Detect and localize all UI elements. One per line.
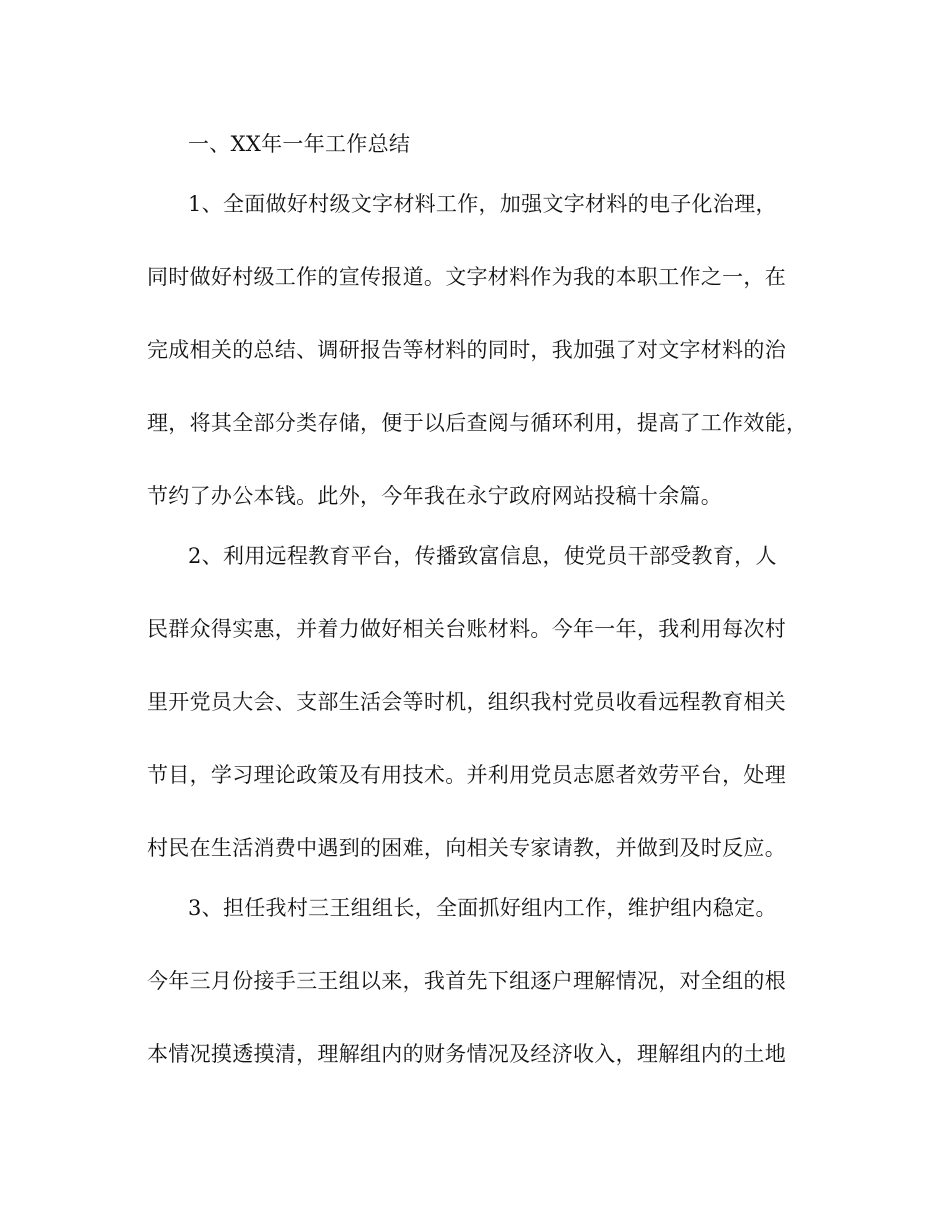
paragraph-2-line: 民群众得实惠，并着力做好相关台账材料。今年一年，我利用每次村 — [147, 617, 786, 641]
paragraph-3-line: 3、担任我村三王组组长，全面抓好组内工作，维护组内稳定。 — [188, 896, 777, 920]
section-heading: 一、XX年一年工作总结 — [188, 132, 411, 156]
paragraph-1-line: 理，将其全部分类存储，便于以后查阅与循环利用，提高了工作效能， — [147, 411, 808, 435]
paragraph-1-line: 完成相关的总结、调研报告等材料的同时，我加强了对文字材料的治 — [147, 338, 786, 362]
paragraph-2-line: 里开党员大会、支部生活会等时机，组织我村党员收看远程教育相关 — [147, 690, 786, 714]
paragraph-1-line: 同时做好村级工作的宣传报道。文字材料作为我的本职工作之一，在 — [147, 265, 786, 289]
paragraph-2-line: 节目，学习理论政策及有用技术。并利用党员志愿者效劳平台，处理 — [147, 763, 786, 787]
paragraph-2-line: 村民在生活消费中遇到的困难，向相关专家请教，并做到及时反应。 — [147, 836, 786, 860]
paragraph-1-line: 1、全面做好村级文字材料工作，加强文字材料的电子化治理， — [188, 192, 777, 216]
paragraph-3-line: 本情况摸透摸清，理解组内的财务情况及经济收入，理解组内的土地 — [147, 1042, 786, 1066]
paragraph-2-line: 2、利用远程教育平台，传播致富信息，使党员干部受教育，人 — [188, 544, 777, 568]
paragraph-1-line: 节约了办公本钱。此外，今年我在永宁政府网站投稿十余篇。 — [147, 484, 723, 508]
paragraph-3-line: 今年三月份接手三王组以来，我首先下组逐户理解情况，对全组的根 — [147, 969, 786, 993]
